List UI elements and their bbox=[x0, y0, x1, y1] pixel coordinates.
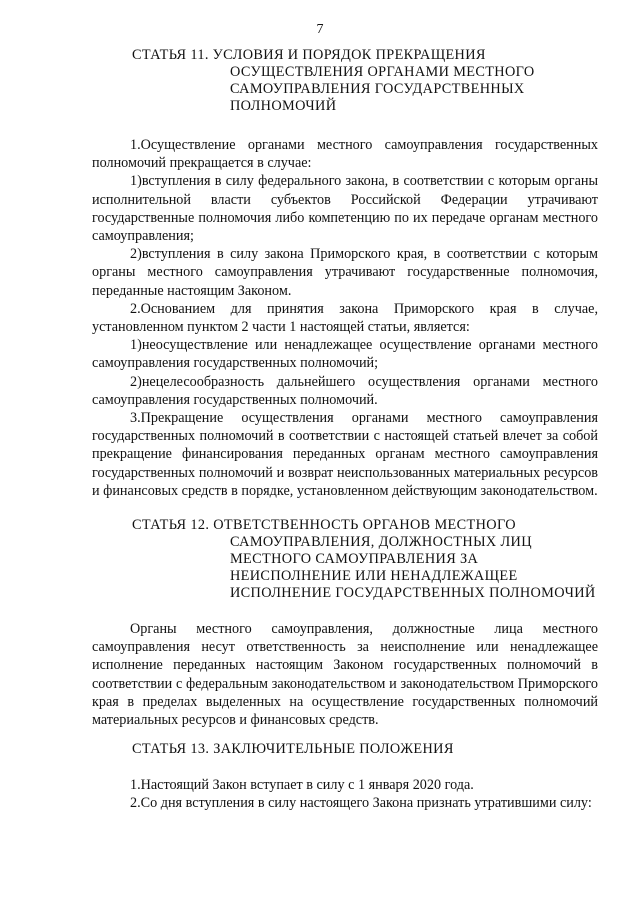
heading-line: ПОЛНОМОЧИЙ bbox=[230, 98, 337, 114]
paragraph: 2)нецелесообразность дальнейшего осуществления органами местного самоуправления государственных полномочий. bbox=[92, 373, 598, 408]
heading-line: СТАТЬЯ 12. ОТВЕТСТВЕННОСТЬ ОРГАНОВ МЕСТНОГО bbox=[132, 517, 516, 533]
paragraph: 2.Основанием для принятия закона Приморского края в случае, установленном пунктом 2 части 1 настоящей статьи, является: bbox=[92, 300, 598, 336]
page-number: 7 bbox=[316, 22, 324, 37]
article-11-body bbox=[92, 136, 598, 500]
paragraph: Органы местного самоуправления, должностные лица местного самоуправления несут ответственность за неисполнение или ненадлежащее исполнение переданных настоящим Законом государственных полномочий в соответствии с федеральным законодательством и законодательством Приморского края в пределах выделенных на осуществление государственных полномочий материальных ресурсов и финансовых средств. bbox=[92, 621, 598, 729]
paragraph: 1.Осуществление органами местного самоуправления государственных полномочий прекращается в случае: bbox=[92, 137, 598, 172]
heading-line: НЕИСПОЛНЕНИЕ ИЛИ НЕНАДЛЕЖАЩЕЕ bbox=[230, 568, 518, 584]
heading-line: СТАТЬЯ 11. УСЛОВИЯ И ПОРЯДОК ПРЕКРАЩЕНИЯ bbox=[132, 47, 486, 63]
heading-line: САМОУПРАВЛЕНИЯ, ДОЛЖНОСТНЫХ ЛИЦ bbox=[230, 534, 532, 550]
heading-line: САМОУПРАВЛЕНИЯ ГОСУДАРСТВЕННЫХ bbox=[230, 81, 525, 97]
article-11-heading bbox=[132, 47, 535, 115]
paragraph: 1)неосуществление или ненадлежащее осуществление органами местного самоуправления государственных полномочий; bbox=[92, 337, 598, 372]
paragraph: 1)вступления в силу федерального закона, в соответствии с которым органы исполнительной власти субъектов Российской Федерации утрачивают государственные полномочия либо компетенцию по их передаче органам местного самоуправления; bbox=[92, 173, 598, 245]
paragraph: 2.Со дня вступления в силу настоящего Закона признать утратившими силу: bbox=[130, 795, 592, 812]
paragraph: 1.Настоящий Закон вступает в силу с 1 января 2020 года. bbox=[130, 777, 474, 793]
heading-line: ОСУЩЕСТВЛЕНИЯ ОРГАНАМИ МЕСТНОГО bbox=[230, 64, 535, 80]
article-13-body bbox=[92, 776, 598, 812]
heading-line: МЕСТНОГО САМОУПРАВЛЕНИЯ ЗА bbox=[230, 551, 479, 567]
paragraph: 3.Прекращение осуществления органами местного самоуправления государственных полномочий в соответствии с настоящей статьей влечет за собой прекращение финансирования переданных органам местного самоуправления государственных полномочий и возврат неиспользованных материальных ресурсов и финансовых средств в порядке, установленном действующим законодательством. bbox=[92, 410, 598, 499]
article-13-heading: СТАТЬЯ 13. ЗАКЛЮЧИТЕЛЬНЫЕ ПОЛОЖЕНИЯ bbox=[132, 741, 454, 757]
article-12-heading bbox=[132, 517, 596, 602]
paragraph: 2)вступления в силу закона Приморского края, в соответствии с которым органы местного самоуправления утрачивают государственные полномочия, переданные настоящим Законом. bbox=[92, 246, 598, 299]
heading-line: ИСПОЛНЕНИЕ ГОСУДАРСТВЕННЫХ ПОЛНОМОЧИЙ bbox=[230, 585, 596, 601]
article-12-body bbox=[92, 620, 598, 729]
